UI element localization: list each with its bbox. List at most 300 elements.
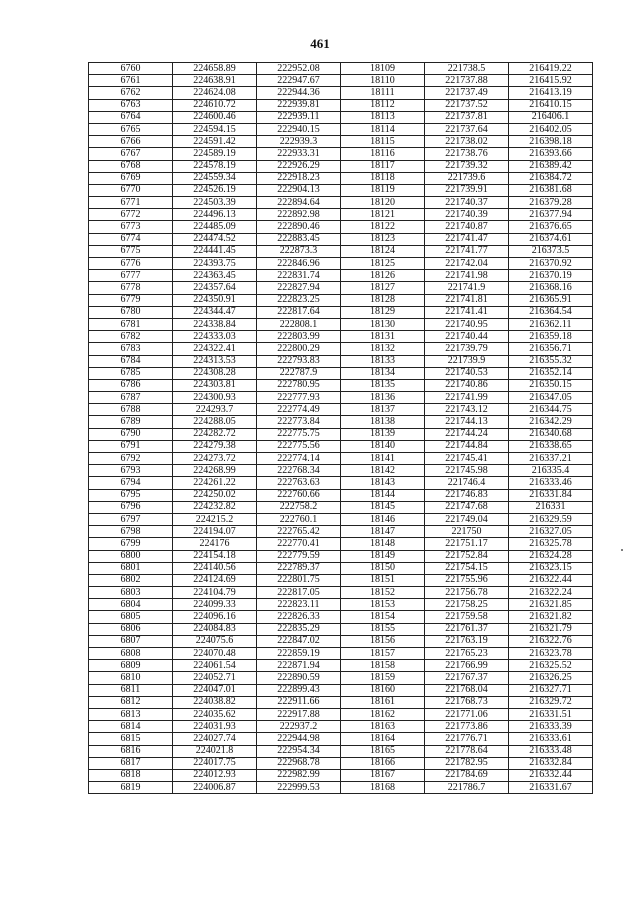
table-cell: 18149 [341, 550, 425, 562]
table-cell: 18118 [341, 172, 425, 184]
table-cell: 18137 [341, 404, 425, 416]
table-cell: 18122 [341, 221, 425, 233]
table-cell: 221739.6 [425, 172, 509, 184]
table-cell: 216376.65 [509, 221, 593, 233]
table-cell: 6819 [89, 782, 173, 794]
table-cell: 18116 [341, 148, 425, 160]
table-cell: 224300.93 [173, 392, 257, 404]
table-cell: 18154 [341, 611, 425, 623]
table-row [89, 367, 593, 379]
table-cell: 224215.2 [173, 513, 257, 525]
table-cell: 222758.2 [257, 501, 341, 513]
margin-dot [621, 549, 623, 551]
table-cell: 6774 [89, 233, 173, 245]
table-cell: 221744.13 [425, 416, 509, 428]
table-cell: 6772 [89, 209, 173, 221]
table-cell: 224084.83 [173, 623, 257, 635]
table-cell: 224624.08 [173, 87, 257, 99]
table-cell: 221744.24 [425, 428, 509, 440]
table-cell: 221741.47 [425, 233, 509, 245]
table-row [89, 672, 593, 684]
table-cell: 222954.34 [257, 745, 341, 757]
table-cell: 6817 [89, 757, 173, 769]
table-row [89, 245, 593, 257]
table-cell: 18120 [341, 197, 425, 209]
table-cell: 6762 [89, 87, 173, 99]
table-cell: 6802 [89, 574, 173, 586]
table-cell: 6811 [89, 684, 173, 696]
table-cell: 6786 [89, 379, 173, 391]
table-row [89, 587, 593, 599]
table-cell: 224594.15 [173, 123, 257, 135]
table-cell: 216365.91 [509, 294, 593, 306]
table-cell: 6795 [89, 489, 173, 501]
table-cell: 222939.81 [257, 99, 341, 111]
table-cell: 221767.37 [425, 672, 509, 684]
table-cell: 18131 [341, 331, 425, 343]
table-cell: 216419.22 [509, 63, 593, 75]
table-row [89, 428, 593, 440]
table-cell: 221739.9 [425, 355, 509, 367]
table-cell: 224232.82 [173, 501, 257, 513]
table-cell: 221763.19 [425, 635, 509, 647]
table-cell: 221749.04 [425, 513, 509, 525]
table-row [89, 648, 593, 660]
table-cell: 221782.95 [425, 757, 509, 769]
table-cell: 222947.67 [257, 75, 341, 87]
table-cell: 216321.82 [509, 611, 593, 623]
table-cell: 221739.32 [425, 160, 509, 172]
table-cell: 221752.84 [425, 550, 509, 562]
table-cell: 224288.05 [173, 416, 257, 428]
table-cell: 216379.28 [509, 197, 593, 209]
table-cell: 224124.69 [173, 574, 257, 586]
table-cell: 221741.98 [425, 270, 509, 282]
table-cell: 216321.85 [509, 599, 593, 611]
table-row [89, 343, 593, 355]
table-cell: 221747.68 [425, 501, 509, 513]
table-row [89, 172, 593, 184]
table-row [89, 379, 593, 391]
table-row [89, 258, 593, 270]
table-cell: 216374.61 [509, 233, 593, 245]
table-cell: 216329.59 [509, 513, 593, 525]
table-cell: 216333.48 [509, 745, 593, 757]
table-cell: 216368.16 [509, 282, 593, 294]
table-row [89, 623, 593, 635]
table-cell: 224338.84 [173, 318, 257, 330]
table-cell: 18148 [341, 538, 425, 550]
table-row [89, 75, 593, 87]
table-cell: 216415.92 [509, 75, 593, 87]
table-cell: 222768.34 [257, 465, 341, 477]
table-cell: 6809 [89, 660, 173, 672]
table-cell: 6770 [89, 184, 173, 196]
table-cell: 224140.56 [173, 562, 257, 574]
table-cell: 222817.64 [257, 306, 341, 318]
table-cell: 216327.71 [509, 684, 593, 696]
table-cell: 216333.39 [509, 721, 593, 733]
table-cell: 222760.1 [257, 513, 341, 525]
table-row [89, 782, 593, 794]
table-cell: 221746.83 [425, 489, 509, 501]
table-cell: 222826.33 [257, 611, 341, 623]
table-cell: 18121 [341, 209, 425, 221]
table-cell: 224075.6 [173, 635, 257, 647]
table-cell: 221759.58 [425, 611, 509, 623]
table-cell: 222760.66 [257, 489, 341, 501]
table-cell: 216381.68 [509, 184, 593, 196]
table-row [89, 233, 593, 245]
table-cell: 216322.44 [509, 574, 593, 586]
table-cell: 6766 [89, 136, 173, 148]
table-cell: 216389.42 [509, 160, 593, 172]
table-cell: 18138 [341, 416, 425, 428]
table-cell: 18153 [341, 599, 425, 611]
table-cell: 216326.25 [509, 672, 593, 684]
table-cell: 222800.29 [257, 343, 341, 355]
table-cell: 224503.39 [173, 197, 257, 209]
table-cell: 6777 [89, 270, 173, 282]
table-cell: 18158 [341, 660, 425, 672]
table-cell: 6807 [89, 635, 173, 647]
table-cell: 6813 [89, 708, 173, 720]
table-cell: 18123 [341, 233, 425, 245]
table-cell: 6779 [89, 294, 173, 306]
table-cell: 216322.24 [509, 587, 593, 599]
table-cell: 222777.93 [257, 392, 341, 404]
table-cell: 224363.45 [173, 270, 257, 282]
table-cell: 224012.93 [173, 769, 257, 781]
table-cell: 222933.31 [257, 148, 341, 160]
table-cell: 222770.41 [257, 538, 341, 550]
table-cell: 18166 [341, 757, 425, 769]
table-cell: 6768 [89, 160, 173, 172]
table-cell: 216337.21 [509, 453, 593, 465]
table-row [89, 136, 593, 148]
table-cell: 221758.25 [425, 599, 509, 611]
table-cell: 6794 [89, 477, 173, 489]
table-cell: 6778 [89, 282, 173, 294]
table-cell: 216377.94 [509, 209, 593, 221]
table-cell: 221740.39 [425, 209, 509, 221]
table-cell: 222827.94 [257, 282, 341, 294]
table-cell: 18113 [341, 111, 425, 123]
coordinates-table-body [89, 63, 593, 794]
table-cell: 221739.91 [425, 184, 509, 196]
table-cell: 222763.63 [257, 477, 341, 489]
table-cell: 216331 [509, 501, 593, 513]
table-cell: 18155 [341, 623, 425, 635]
table-cell: 18109 [341, 63, 425, 75]
table-cell: 6765 [89, 123, 173, 135]
table-cell: 6785 [89, 367, 173, 379]
table-cell: 222937.2 [257, 721, 341, 733]
table-cell: 224638.91 [173, 75, 257, 87]
table-row [89, 501, 593, 513]
table-cell: 221745.41 [425, 453, 509, 465]
table-row [89, 63, 593, 75]
table-cell: 18145 [341, 501, 425, 513]
table-cell: 216342.29 [509, 416, 593, 428]
table-cell: 224591.42 [173, 136, 257, 148]
table-cell: 222939.3 [257, 136, 341, 148]
table-row [89, 87, 593, 99]
table-row [89, 111, 593, 123]
table-cell: 222774.49 [257, 404, 341, 416]
table-cell: 221740.86 [425, 379, 509, 391]
table-cell: 222918.23 [257, 172, 341, 184]
table-cell: 6812 [89, 696, 173, 708]
table-cell: 222894.64 [257, 197, 341, 209]
table-cell: 221761.37 [425, 623, 509, 635]
table-row [89, 453, 593, 465]
table-cell: 216370.92 [509, 258, 593, 270]
table-row [89, 331, 593, 343]
table-cell: 216352.14 [509, 367, 593, 379]
table-cell: 6781 [89, 318, 173, 330]
table-row [89, 769, 593, 781]
table-cell: 224035.62 [173, 708, 257, 720]
table-cell: 224441.45 [173, 245, 257, 257]
table-cell: 18133 [341, 355, 425, 367]
table-row [89, 538, 593, 550]
table-cell: 6791 [89, 440, 173, 452]
table-cell: 18164 [341, 733, 425, 745]
table-cell: 18119 [341, 184, 425, 196]
table-row [89, 355, 593, 367]
table-cell: 222773.84 [257, 416, 341, 428]
table-row [89, 574, 593, 586]
table-cell: 18136 [341, 392, 425, 404]
table-row [89, 757, 593, 769]
table-cell: 222968.78 [257, 757, 341, 769]
table-cell: 216324.28 [509, 550, 593, 562]
table-cell: 6798 [89, 526, 173, 538]
table-cell: 222835.29 [257, 623, 341, 635]
table-cell: 224052.71 [173, 672, 257, 684]
table-cell: 6767 [89, 148, 173, 160]
table-cell: 18114 [341, 123, 425, 135]
table-cell: 224357.64 [173, 282, 257, 294]
table-cell: 6793 [89, 465, 173, 477]
table-cell: 224322.41 [173, 343, 257, 355]
table-cell: 221740.53 [425, 367, 509, 379]
table-cell: 216331.67 [509, 782, 593, 794]
table-cell: 18161 [341, 696, 425, 708]
table-row [89, 221, 593, 233]
table-cell: 222899.43 [257, 684, 341, 696]
table-cell: 224559.34 [173, 172, 257, 184]
table-row [89, 209, 593, 221]
table-cell: 6764 [89, 111, 173, 123]
table-cell: 224061.54 [173, 660, 257, 672]
table-cell: 222780.95 [257, 379, 341, 391]
table-cell: 221744.84 [425, 440, 509, 452]
table-cell: 18157 [341, 648, 425, 660]
table-cell: 224176 [173, 538, 257, 550]
table-cell: 222801.75 [257, 574, 341, 586]
table-cell: 222917.88 [257, 708, 341, 720]
table-cell: 221740.95 [425, 318, 509, 330]
table-cell: 222871.94 [257, 660, 341, 672]
table-cell: 221768.73 [425, 696, 509, 708]
table-cell: 224344.47 [173, 306, 257, 318]
table-cell: 216338.65 [509, 440, 593, 452]
table-cell: 18126 [341, 270, 425, 282]
table-row [89, 306, 593, 318]
table-cell: 222982.99 [257, 769, 341, 781]
table-cell: 222787.9 [257, 367, 341, 379]
table-cell: 18144 [341, 489, 425, 501]
table-cell: 222952.08 [257, 63, 341, 75]
table-cell: 18168 [341, 782, 425, 794]
table-cell: 224006.87 [173, 782, 257, 794]
table-cell: 222873.3 [257, 245, 341, 257]
table-cell: 18142 [341, 465, 425, 477]
table-cell: 18128 [341, 294, 425, 306]
table-row [89, 465, 593, 477]
table-row [89, 148, 593, 160]
table-cell: 224474.52 [173, 233, 257, 245]
table-row [89, 513, 593, 525]
table-cell: 6797 [89, 513, 173, 525]
table-cell: 221737.52 [425, 99, 509, 111]
table-cell: 222883.45 [257, 233, 341, 245]
table-cell: 6814 [89, 721, 173, 733]
table-row [89, 550, 593, 562]
table-cell: 224350.91 [173, 294, 257, 306]
table-cell: 221776.71 [425, 733, 509, 745]
table-cell: 18143 [341, 477, 425, 489]
table-cell: 6773 [89, 221, 173, 233]
table-cell: 222789.37 [257, 562, 341, 574]
table-cell: 6784 [89, 355, 173, 367]
table-row [89, 708, 593, 720]
table-cell: 221738.02 [425, 136, 509, 148]
table-cell: 216335.4 [509, 465, 593, 477]
table-cell: 221741.41 [425, 306, 509, 318]
table-cell: 224496.13 [173, 209, 257, 221]
table-cell: 18111 [341, 87, 425, 99]
table-cell: 222940.15 [257, 123, 341, 135]
table-cell: 18150 [341, 562, 425, 574]
table-cell: 222911.66 [257, 696, 341, 708]
table-cell: 216347.05 [509, 392, 593, 404]
table-row [89, 392, 593, 404]
table-row [89, 489, 593, 501]
table-cell: 222939.11 [257, 111, 341, 123]
table-cell: 221742.04 [425, 258, 509, 270]
table-cell: 6788 [89, 404, 173, 416]
table-cell: 216332.84 [509, 757, 593, 769]
table-cell: 221773.86 [425, 721, 509, 733]
table-row [89, 160, 593, 172]
table-cell: 18127 [341, 282, 425, 294]
table-cell: 221766.99 [425, 660, 509, 672]
table-cell: 222779.59 [257, 550, 341, 562]
table-row [89, 611, 593, 623]
table-cell: 222944.98 [257, 733, 341, 745]
table-cell: 216325.52 [509, 660, 593, 672]
table-row [89, 197, 593, 209]
table-cell: 224261.22 [173, 477, 257, 489]
table-cell: 224526.19 [173, 184, 257, 196]
table-cell: 224250.02 [173, 489, 257, 501]
table-cell: 6801 [89, 562, 173, 574]
table-cell: 222823.25 [257, 294, 341, 306]
table-cell: 224194.07 [173, 526, 257, 538]
table-cell: 216356.71 [509, 343, 593, 355]
table-row [89, 635, 593, 647]
table-cell: 221745.98 [425, 465, 509, 477]
table-cell: 222926.29 [257, 160, 341, 172]
table-cell: 18112 [341, 99, 425, 111]
table-cell: 216344.75 [509, 404, 593, 416]
table-cell: 216329.72 [509, 696, 593, 708]
table-cell: 221751.17 [425, 538, 509, 550]
table-cell: 221786.7 [425, 782, 509, 794]
table-row [89, 440, 593, 452]
table-cell: 18132 [341, 343, 425, 355]
table-cell: 224600.46 [173, 111, 257, 123]
table-cell: 6760 [89, 63, 173, 75]
table-cell: 222774.14 [257, 453, 341, 465]
table-row [89, 733, 593, 745]
table-cell: 6792 [89, 453, 173, 465]
table-cell: 6783 [89, 343, 173, 355]
table-cell: 221754.15 [425, 562, 509, 574]
table-cell: 224047.01 [173, 684, 257, 696]
table-cell: 216364.54 [509, 306, 593, 318]
table-cell: 224099.33 [173, 599, 257, 611]
page-number: 461 [310, 36, 330, 51]
table-row [89, 184, 593, 196]
table-cell: 18139 [341, 428, 425, 440]
table-cell: 221741.9 [425, 282, 509, 294]
table-cell: 222775.75 [257, 428, 341, 440]
table-cell: 221740.37 [425, 197, 509, 209]
table-cell: 222803.99 [257, 331, 341, 343]
table-cell: 222793.83 [257, 355, 341, 367]
table-cell: 6815 [89, 733, 173, 745]
table-cell: 221746.4 [425, 477, 509, 489]
table-cell: 224017.75 [173, 757, 257, 769]
table-cell: 216393.66 [509, 148, 593, 160]
table-cell: 18163 [341, 721, 425, 733]
table-cell: 221741.99 [425, 392, 509, 404]
table-cell: 221741.81 [425, 294, 509, 306]
table-cell: 216322.76 [509, 635, 593, 647]
table-cell: 221784.69 [425, 769, 509, 781]
table-cell: 216410.15 [509, 99, 593, 111]
table-cell: 224021.8 [173, 745, 257, 757]
table-cell: 224333.03 [173, 331, 257, 343]
table-cell: 6776 [89, 258, 173, 270]
table-cell: 222846.96 [257, 258, 341, 270]
table-cell: 216373.5 [509, 245, 593, 257]
table-row [89, 721, 593, 733]
table-cell: 221771.06 [425, 708, 509, 720]
table-cell: 224313.53 [173, 355, 257, 367]
table-cell: 18117 [341, 160, 425, 172]
table-cell: 224268.99 [173, 465, 257, 477]
table-cell: 216321.79 [509, 623, 593, 635]
table-cell: 18134 [341, 367, 425, 379]
table-cell: 216406.1 [509, 111, 593, 123]
table-cell: 222859.19 [257, 648, 341, 660]
table-cell: 6790 [89, 428, 173, 440]
